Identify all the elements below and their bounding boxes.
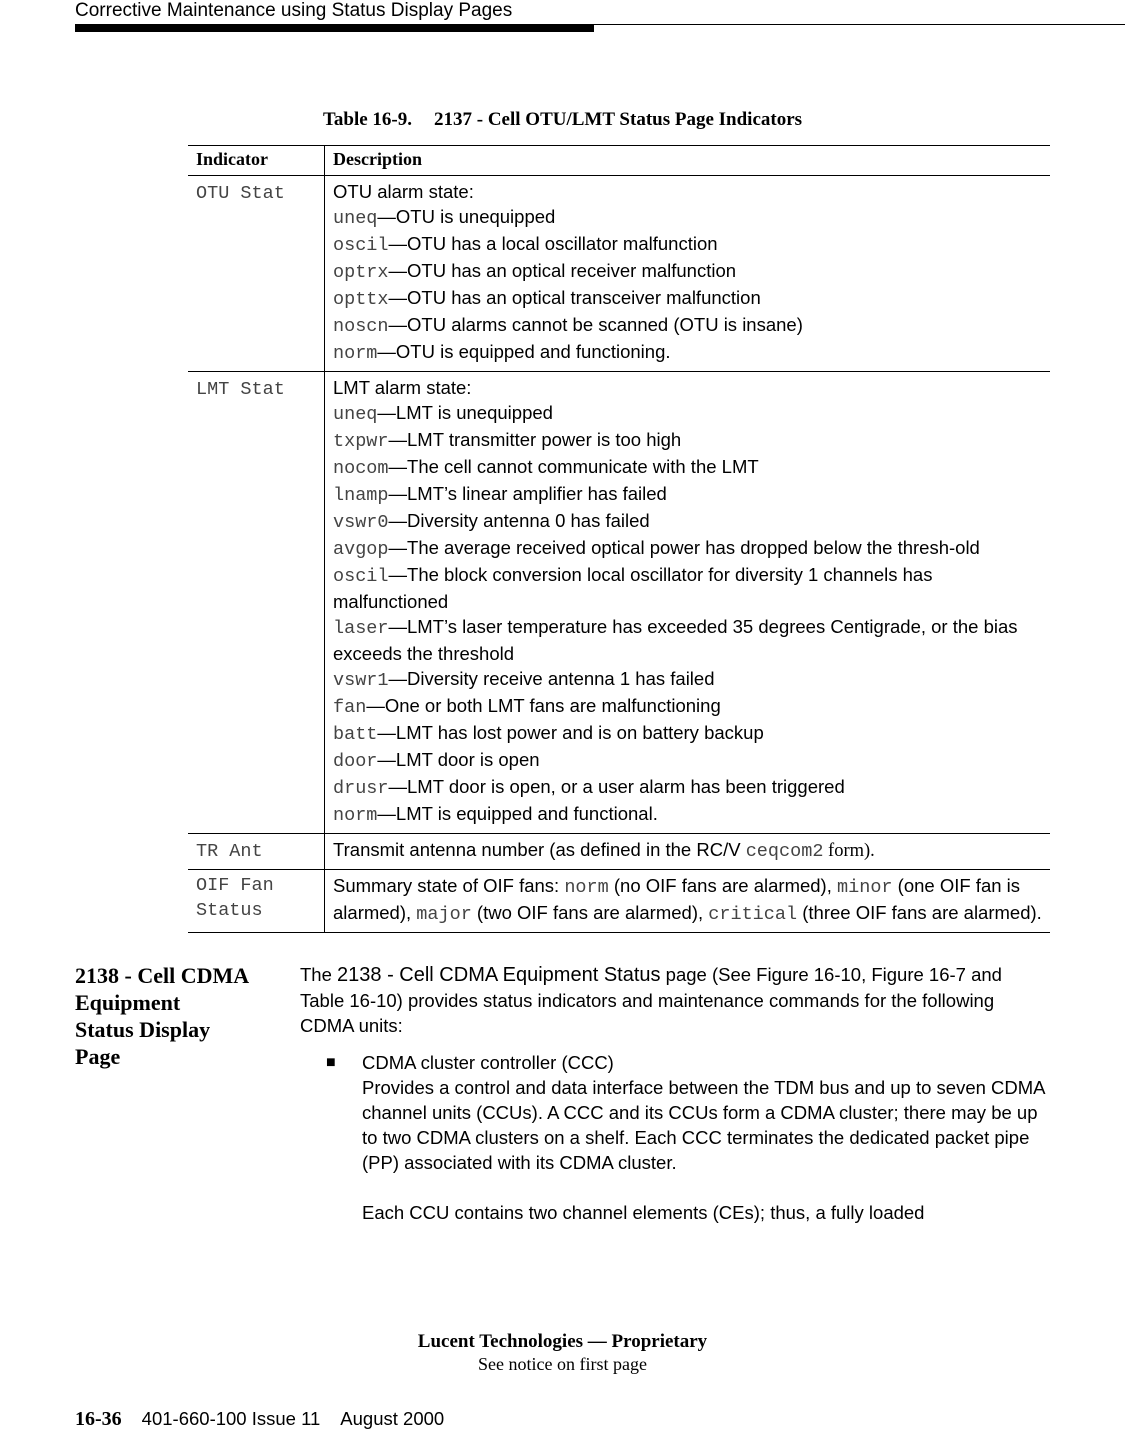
- indicator-cell: [188, 870, 325, 933]
- description-cell: [325, 372, 1051, 834]
- indicators-table: [188, 145, 1050, 933]
- indicator-column-header: Indicator: [188, 146, 325, 176]
- bullet-body: Provides a control and data interface between the TDM bus and up to seven CDMA channel units (CCUs). A CCC and its CCUs form a CDMA cluster; there may be up to two CDMA clusters on a shelf. Each CCC terminates the dedicated packet pipe (PP) associated with its CDMA cluster.: [362, 1077, 1045, 1173]
- indicator-cell: [188, 176, 325, 372]
- table-number: Table 16-9.: [322, 109, 412, 130]
- indicator-cell: [188, 834, 325, 870]
- description-intro: OTU alarm state:: [333, 181, 474, 202]
- page-number: 16-36: [75, 1408, 122, 1430]
- status-item: batt—LMT has lost power and is on battery backup: [333, 722, 764, 745]
- description-column-header: Description: [325, 146, 1051, 176]
- status-item: nocom—The cell cannot communicate with the LMT: [333, 456, 759, 479]
- status-item: noscn—OTU alarms cannot be scanned (OTU is insane): [333, 314, 803, 337]
- list-item: [326, 1050, 1046, 1225]
- status-item: norm—LMT is equipped and functional.: [333, 803, 658, 826]
- footer-notice: See notice on first page: [478, 1354, 647, 1374]
- status-item: fan—One or both LMT fans are malfunctioning: [333, 695, 721, 718]
- bullet-body-continued: Each CCU contains two channel elements (CEs); thus, a fully loaded: [362, 1202, 925, 1223]
- status-item: uneq—OTU is unequipped: [333, 206, 556, 229]
- section-heading: 2138 - Cell CDMA Equipment Status Display Page: [75, 963, 250, 1069]
- footer-page-info: [75, 1408, 444, 1430]
- header-rule-bar: [75, 24, 594, 32]
- doc-date: August 2000: [340, 1408, 445, 1429]
- status-item: avgop—The average received optical power has dropped below the thresh-old: [333, 537, 980, 560]
- description-intro: LMT alarm state:: [333, 377, 472, 398]
- status-item: drusr—LMT door is open, or a user alarm has been triggered: [333, 776, 845, 799]
- status-item: lnamp—LMT’s linear amplifier has failed: [333, 483, 667, 506]
- status-item: txpwr—LMT transmitter power is too high: [333, 429, 682, 452]
- indicator-code: OIF Fan: [196, 875, 274, 896]
- status-item: oscil—OTU has a local oscillator malfunction: [333, 233, 718, 256]
- table-row-otu-stat: [188, 176, 1050, 372]
- description-cell: Summary state of OIF fans: norm (no OIF fans are alarmed), minor (one OIF fan is alarmed), major (two OIF fans are alarmed), critical (three OIF fans are alarmed).: [325, 870, 1051, 933]
- bullet-icon: ■: [326, 1054, 336, 1071]
- running-header: Corrective Maintenance using Status Display Pages: [75, 0, 513, 21]
- table-row-oif-fan-status: [188, 870, 1050, 933]
- table-row-tr-ant: [188, 834, 1050, 870]
- indicator-code: LMT Stat: [196, 379, 285, 400]
- status-item: door—LMT door is open: [333, 749, 540, 772]
- bullet-title: CDMA cluster controller (CCC): [362, 1052, 614, 1073]
- description-cell: Transmit antenna number (as defined in the RC/V ceqcom2 form).: [325, 834, 1051, 870]
- status-item: laser—LMT’s laser temperature has exceeded 35 degrees Centigrade, or the bias exceeds the threshold: [333, 616, 1018, 664]
- doc-number: 401-660-100 Issue 11: [141, 1408, 321, 1429]
- status-item: oscil—The block conversion local oscillator for diversity 1 channels has malfunctioned: [333, 564, 933, 612]
- section-paragraph: The 2138 - Cell CDMA Equipment Status page (See Figure 16-10, Figure 16-7 and Table 16-10) provides status indicators and maintenance commands for the following CDMA units:: [300, 964, 1002, 1036]
- footer-company: Lucent Technologies — Proprietary: [417, 1331, 708, 1352]
- status-item: norm—OTU is equipped and functioning.: [333, 341, 671, 364]
- status-item: uneq—LMT is unequipped: [333, 402, 553, 425]
- description-cell: [325, 176, 1051, 372]
- bullet-list: [326, 1050, 1046, 1225]
- indicator-code: Status: [196, 900, 263, 921]
- status-item: optrx—OTU has an optical receiver malfunction: [333, 260, 737, 283]
- status-item: vswr0—Diversity antenna 0 has failed: [333, 510, 650, 533]
- indicator-cell: [188, 372, 325, 834]
- indicator-code: OTU Stat: [196, 183, 285, 204]
- indicator-code: TR Ant: [196, 841, 263, 862]
- table-row-lmt-stat: [188, 372, 1050, 834]
- table-title: 2137 - Cell OTU/LMT Status Page Indicators: [434, 109, 803, 130]
- status-item: vswr1—Diversity receive antenna 1 has failed: [333, 668, 715, 691]
- table-header-row: [188, 146, 1050, 176]
- status-item: opttx—OTU has an optical transceiver malfunction: [333, 287, 761, 310]
- table-caption: [0, 108, 1125, 132]
